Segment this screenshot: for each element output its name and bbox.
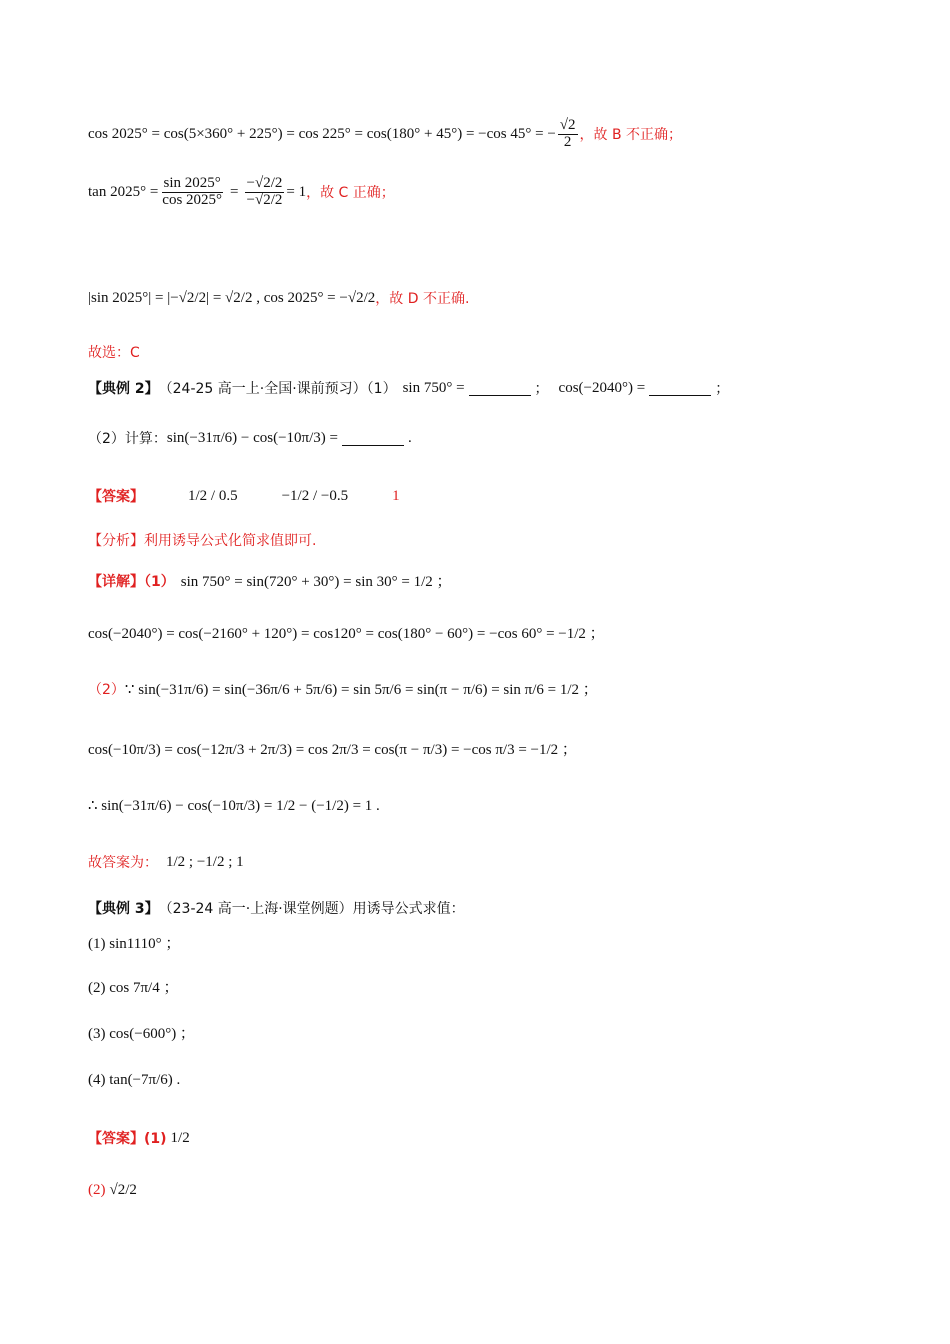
answer-3-2: √2/2 bbox=[109, 1182, 137, 1198]
q1a-math: sin 750° = bbox=[402, 379, 465, 396]
frac-num: √2 bbox=[559, 117, 576, 133]
frac-den: cos 2025° bbox=[162, 191, 223, 208]
detail-label: 【详解】（1） bbox=[88, 573, 175, 590]
note-b-incorrect: ，故 B 不正确； bbox=[579, 127, 683, 144]
detail-line-3 bbox=[88, 678, 598, 699]
question-1: (1) sin1110° ； bbox=[88, 936, 181, 952]
frac-num: −√2/2 bbox=[246, 175, 283, 191]
answer-3-line-1 bbox=[88, 1128, 190, 1148]
answer-label: 【答案】 bbox=[88, 489, 144, 505]
example-2-q2: （2）计算： sin(−31π/6) − cos(−10π/3) = . bbox=[88, 429, 412, 447]
answer-3-2-label: (2) bbox=[88, 1182, 106, 1198]
question-4: (4) tan(−7π/6) . bbox=[88, 1072, 181, 1088]
detail-3-label: （2） bbox=[88, 681, 125, 698]
answer-blank bbox=[469, 381, 531, 396]
example-2-source: （24-25 高一上·全国·课前预习）（1） bbox=[158, 381, 397, 397]
example-2-title: 【典例 2】 bbox=[88, 381, 159, 397]
example-3-title: 【典例 3】 bbox=[88, 901, 159, 917]
frac-num: sin 2025° bbox=[163, 175, 221, 191]
q2-label: （2）计算： bbox=[88, 431, 167, 447]
note-d-incorrect: ，故 D 不正确. bbox=[375, 291, 470, 307]
answer-blank bbox=[342, 431, 404, 446]
math-tan-lhs: tan 2025° = bbox=[88, 183, 159, 200]
answer-3-label: 【答案】(1) bbox=[88, 1131, 167, 1147]
detail-line-2: cos(−2040°) = cos(−2160° + 120°) = cos120° = cos(180° − 60°) = −cos 60° = −1/2 ； bbox=[88, 626, 605, 642]
answer-3-line-2 bbox=[88, 1182, 137, 1199]
detail-line-1 bbox=[88, 570, 452, 591]
analysis-line: 【分析】利用诱导公式化简求值即可. bbox=[88, 533, 317, 549]
final-answer-line bbox=[88, 852, 244, 872]
math-cos2025: cos 2025° = cos(5×360° + 225°) = cos 225° = cos(180° + 45°) = −cos 45° = − bbox=[88, 125, 556, 142]
detail-line-4: cos(−10π/3) = cos(−12π/3 + 2π/3) = cos 2π/3 = cos(π − π/3) = −cos π/3 = −1/2 ； bbox=[88, 742, 577, 758]
equals-sign: = bbox=[230, 183, 239, 200]
q2-math: sin(−31π/6) − cos(−10π/3) = bbox=[166, 429, 338, 446]
detail-3-math: ∵ sin(−31π/6) = sin(−36π/6 + 5π/6) = sin 5π/6 = sin(π − π/6) = sin π/6 = 1/2 ； bbox=[124, 682, 598, 698]
fraction-compound bbox=[245, 176, 285, 209]
answer-line bbox=[88, 486, 400, 506]
line-abs-sin bbox=[88, 288, 469, 308]
math-abs-sin: |sin 2025°| = |−√2/2| = √2/2 , cos 2025° = −√2/2 bbox=[88, 289, 376, 306]
fraction-sin-over-cos bbox=[160, 176, 224, 209]
math-result: = 1 bbox=[286, 183, 307, 200]
choice-line: 故选：C bbox=[88, 345, 140, 361]
answer-1: 1/2 / 0.5 bbox=[188, 487, 238, 504]
example-2-header: 【典例 2】 （24-25 高一上·全国·课前预习）（1） sin 750° = ； cos(−2040°) = ； bbox=[88, 379, 730, 397]
line-tan2025 bbox=[88, 176, 395, 209]
example-3-source: （23-24 高一·上海·课堂例题）用诱导公式求值： bbox=[158, 901, 465, 917]
answer-3-1: 1/2 bbox=[170, 1129, 190, 1146]
final-label: 故答案为： bbox=[88, 855, 158, 871]
frac-den: 2 bbox=[563, 133, 572, 150]
answer-blank bbox=[649, 381, 711, 396]
answer-3: 1 bbox=[392, 487, 400, 504]
final-answer: 1/2 ; −1/2 ; 1 bbox=[166, 853, 244, 870]
detail-1-math: sin 750° = sin(720° + 30°) = sin 30° = 1/2 ； bbox=[180, 574, 452, 590]
line-cos2025 bbox=[88, 118, 682, 151]
note-c-correct: ，故 C 正确； bbox=[306, 185, 395, 202]
fraction-sqrt2-over-2 bbox=[558, 118, 578, 151]
q1b-math: cos(−2040°) = bbox=[558, 379, 646, 396]
detail-line-5: ∴ sin(−31π/6) − cos(−10π/3) = 1/2 − (−1/2) = 1 . bbox=[88, 798, 380, 814]
answer-2: −1/2 / −0.5 bbox=[281, 487, 349, 504]
example-3-header bbox=[88, 898, 465, 918]
question-3: (3) cos(−600°) ； bbox=[88, 1026, 195, 1042]
question-2: (2) cos 7π/4 ； bbox=[88, 980, 179, 996]
frac-den: −√2/2 bbox=[246, 191, 283, 208]
